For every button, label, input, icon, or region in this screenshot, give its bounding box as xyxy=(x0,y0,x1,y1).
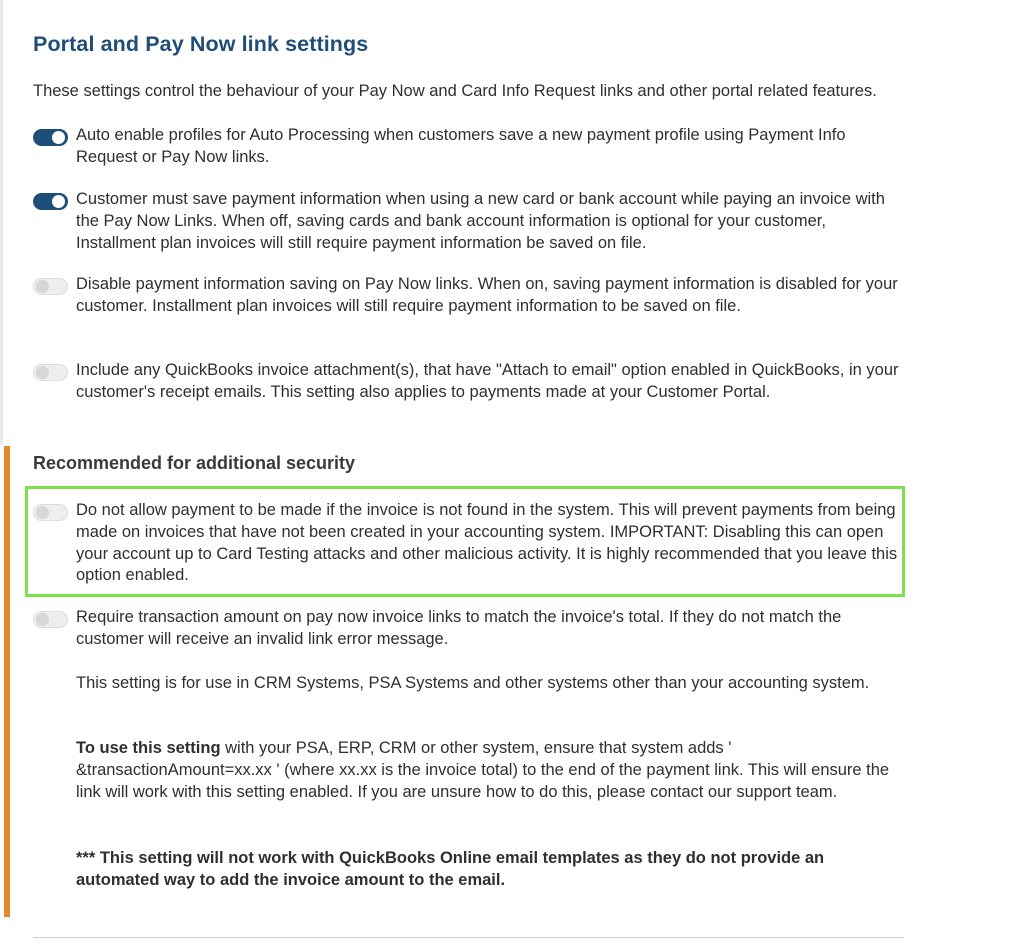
toggle-knob xyxy=(36,280,49,293)
note-crm-systems: This setting is for use in CRM Systems, PSA Systems and other systems other than your accounting system. xyxy=(76,674,870,692)
note-usage-text: with your PSA, ERP, CRM or other system, ensure that system adds ' &transactionAmount=xx.xx ' (where xx.xx is the invoice total) to the end of the payment link. This will ensure the link will work with this setting enabled. If you are unsure how to do this, please contact our support team. xyxy=(76,739,890,801)
toggle-block-unknown-invoice-payments[interactable] xyxy=(33,504,68,521)
toggle-knob xyxy=(52,195,65,208)
note-usage-instructions xyxy=(76,738,906,803)
setting-label: Include any QuickBooks invoice attachment(s), that have "Attach to email" option enabled in QuickBooks, in your customer's receipt emails. This setting also applies to payments made at your Customer Portal. xyxy=(76,361,899,401)
security-section-title: Recommended for additional security xyxy=(33,453,356,473)
note-quickbooks-warning xyxy=(76,848,906,892)
toggle-knob xyxy=(36,613,49,626)
section-divider xyxy=(33,937,904,938)
setting-label: Do not allow payment to be made if the invoice is not found in the system. This will prevent payments from being made on invoices that have not been created in your accounting system. IMPORTANT: Disabling this can open your account up to Card Testing attacks and other malicious activity. It is highly recommended that you leave this option enabled. xyxy=(76,501,898,585)
note-warning-bold: *** This setting will not work with QuickBooks Online email templates as they do not provide an automated way to add the invoice amount to the email. xyxy=(76,849,825,889)
toggle-auto-enable-profiles[interactable] xyxy=(33,129,68,146)
toggle-knob xyxy=(36,506,49,519)
left-border-line xyxy=(0,0,3,445)
setting-label: Auto enable profiles for Auto Processing when customers save a new payment profile using Payment Info Request or Pay Now links. xyxy=(76,126,846,166)
toggle-disable-payment-info-saving[interactable] xyxy=(33,278,68,295)
security-accent-bar xyxy=(4,446,10,917)
toggle-knob xyxy=(36,366,49,379)
note-usage-bold: To use this setting xyxy=(76,739,221,757)
section-title: Portal and Pay Now link settings xyxy=(33,32,369,56)
setting-label: Customer must save payment information when using a new card or bank account while paying an invoice with the Pay Now Links. When off, saving cards and bank account information is optional for your customer, Installment plan invoices will still require payment information be saved on file. xyxy=(76,190,885,252)
toggle-knob xyxy=(52,131,65,144)
section-description: These settings control the behaviour of your Pay Now and Card Info Request links and other portal related features. xyxy=(33,82,877,100)
toggle-require-save-payment-info[interactable] xyxy=(33,193,68,210)
toggle-require-transaction-amount-match[interactable] xyxy=(33,611,68,628)
setting-label: Disable payment information saving on Pay Now links. When on, saving payment information is disabled for your customer. Installment plan invoices will still require payment information to be saved on file. xyxy=(76,275,898,315)
toggle-include-quickbooks-attachments[interactable] xyxy=(33,364,68,381)
setting-label: Require transaction amount on pay now invoice links to match the invoice's total. If they do not match the customer will receive an invalid link error message. xyxy=(76,608,842,648)
